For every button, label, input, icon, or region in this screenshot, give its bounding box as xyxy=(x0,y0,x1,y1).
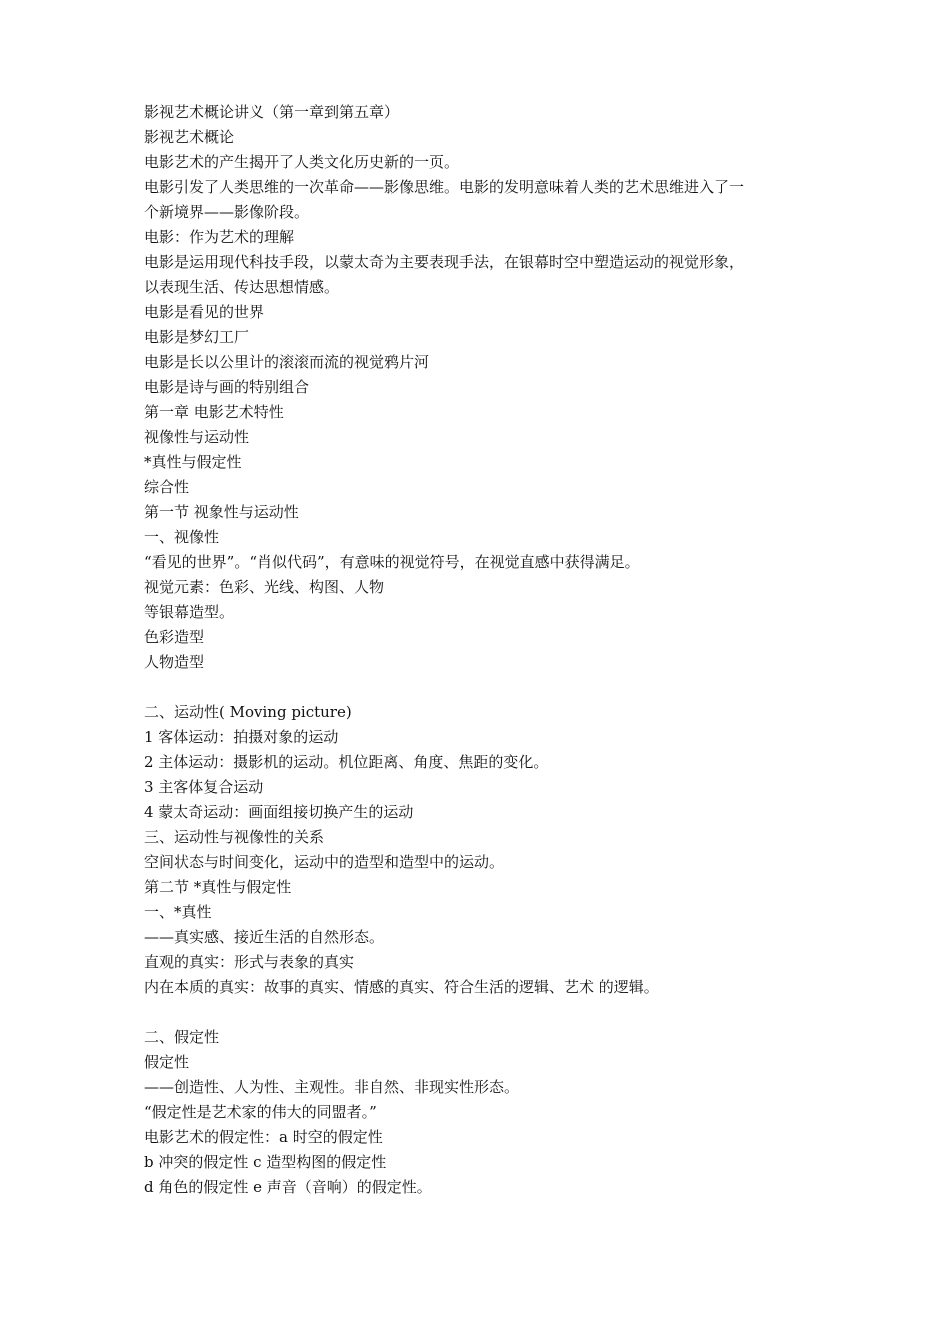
text-line: 电影是看见的世界 xyxy=(144,303,265,321)
doc-subtitle: 影视艺术概论 xyxy=(144,128,235,146)
subsection-heading: 二、假定性 xyxy=(144,1028,220,1046)
text-line: *真性与假定性 xyxy=(144,453,242,471)
subsection-heading: 二、运动性( Moving picture) xyxy=(144,703,352,721)
text-line: 电影引发了人类思维的一次革命——影像思维。电影的发明意味着人类的艺术思维进入了一 xyxy=(144,178,745,196)
text-line: “看见的世界”。“肖似代码”，有意味的视觉符号，在视觉直感中获得满足。 xyxy=(144,553,640,571)
text-line: 假定性 xyxy=(144,1053,190,1071)
subsection-heading: 一、*真性 xyxy=(144,903,212,921)
chapter-heading: 第一章 电影艺术特性 xyxy=(144,403,284,421)
text-line: 2 主体运动：摄影机的运动。机位距离、角度、焦距的变化。 xyxy=(144,753,549,771)
text-line: 内在本质的真实：故事的真实、情感的真实、符合生活的逻辑、艺术 的逻辑。 xyxy=(144,978,659,996)
section-heading: 电影：作为艺术的理解 xyxy=(144,228,295,246)
text-line: 色彩造型 xyxy=(144,628,205,646)
text-line: 电影是诗与画的特别组合 xyxy=(144,378,310,396)
text-line: 等银幕造型。 xyxy=(144,603,235,621)
section-heading: 第二节 *真性与假定性 xyxy=(144,878,292,896)
blank-line xyxy=(144,1000,814,1025)
text-line: 综合性 xyxy=(144,478,190,496)
text-line: 3 主客体复合运动 xyxy=(144,778,264,796)
subsection-heading: 一、视像性 xyxy=(144,528,220,546)
document-page xyxy=(144,100,814,1200)
text-line: “假定性是艺术家的伟大的同盟者。” xyxy=(144,1103,377,1121)
text-line: 电影是长以公里计的滚滚而流的视觉鸦片河 xyxy=(144,353,430,371)
text-line: 视像性与运动性 xyxy=(144,428,250,446)
text-line: 以表现生活、传达思想情感。 xyxy=(144,278,340,296)
text-line: 电影艺术的假定性：a 时空的假定性 xyxy=(144,1128,383,1146)
text-line: 直观的真实：形式与表象的真实 xyxy=(144,953,355,971)
blank-line xyxy=(144,675,814,700)
text-line: 个新境界——影像阶段。 xyxy=(144,203,310,221)
text-line: 电影艺术的产生揭开了人类文化历史新的一页。 xyxy=(144,153,460,171)
text-line: ——真实感、接近生活的自然形态。 xyxy=(144,928,385,946)
text-line: 空间状态与时间变化，运动中的造型和造型中的运动。 xyxy=(144,853,505,871)
text-line: 1 客体运动：拍摄对象的运动 xyxy=(144,728,339,746)
text-line: b 冲突的假定性 c 造型构图的假定性 xyxy=(144,1153,387,1171)
text-line: ——创造性、人为性、主观性。非自然、非现实性形态。 xyxy=(144,1078,520,1096)
text-line: d 角色的假定性 e 声音（音响）的假定性。 xyxy=(144,1178,432,1196)
text-line: 人物造型 xyxy=(144,653,205,671)
subsection-heading: 三、运动性与视像性的关系 xyxy=(144,828,325,846)
section-heading: 第一节 视象性与运动性 xyxy=(144,503,299,521)
text-line: 视觉元素：色彩、光线、构图、人物 xyxy=(144,578,385,596)
text-line: 4 蒙太奇运动：画面组接切换产生的运动 xyxy=(144,803,414,821)
text-line: 电影是运用现代科技手段，以蒙太奇为主要表现手法，在银幕时空中塑造运动的视觉形象， xyxy=(144,253,745,271)
doc-title: 影视艺术概论讲义（第一章到第五章） xyxy=(144,103,400,121)
text-line: 电影是梦幻工厂 xyxy=(144,328,250,346)
